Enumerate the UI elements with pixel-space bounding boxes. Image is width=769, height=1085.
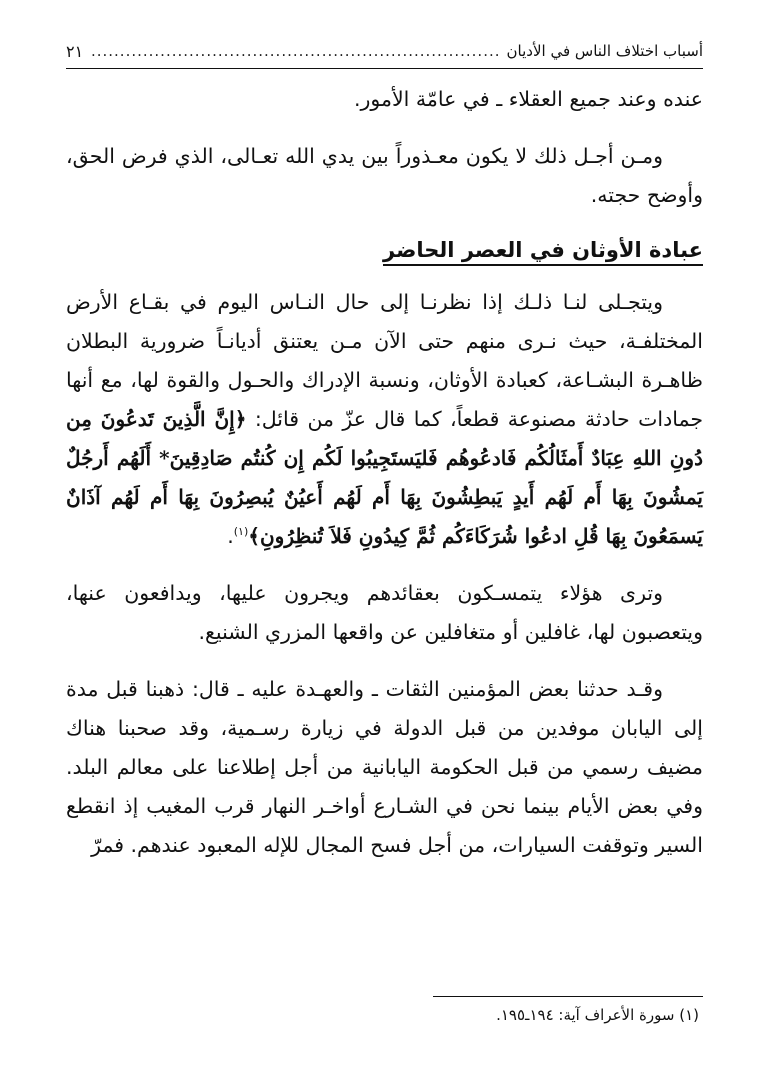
- header-rule: [66, 68, 703, 69]
- paragraph-excuse: ومـن أجـل ذلك لا يكون معـذوراً بين يدي الله تعـالى، الذي فرض الحق، وأوضح حجته.: [66, 144, 703, 207]
- running-header: [66, 36, 703, 66]
- paragraph-end-mark: .: [227, 524, 234, 548]
- paragraph-idol-worship: [66, 283, 703, 556]
- paragraph-text: ويتجـلى لنـا ذلـك إذا نظرنـا إلى حال النـاس اليوم في بقـاع الأرض المختلفـة، حيث نـرى منهم حتى الآن مـن يعتنق أديانـاً ضرورية البطلان ظاهـرة البشـاعة، كعبادة الأوثان، ونسبة الإدراك والحـول والقوة لها، مع أنها جمادات حادثة مصنوعة قطعاً، كما قال عزّ من قائل:: [66, 290, 703, 431]
- paragraph-adherents: وترى هؤلاء يتمسـكون بعقائدهم ويجرون عليها، ويدافعون عنها، ويتعصبون لها، غافلين أو متغافلين عن واقعها المزري الشنيع.: [66, 581, 703, 644]
- section-heading: [66, 233, 703, 267]
- book-title: أسباب اختلاف الناس في الأديان: [506, 42, 703, 60]
- page-number: ٢١: [66, 41, 84, 61]
- header-dot-leader: [89, 42, 500, 60]
- paragraph-japan-story: وقـد حدثنا بعض المؤمنين الثقات ـ والعهـدة عليه ـ قال: ذهبنا قبل مدة إلى اليابان موفدين من قبل الدولة في زيارة رسـمية، وقد صحبنا هناك مضيف رسمي من قبل الحكومة اليابانية من أجل إطلاعنا على معالم البلد. وفي بعض الأيام بينما نحن في الشـارع أواخـر النهار قرب المغيب إذ انقطع السير وتوقفت السيارات، من أجل فسح المجال للإله المعبود عندهم. فمرّ: [66, 677, 703, 857]
- section-heading-text: عبادة الأوثان في العصر الحاضر: [383, 238, 703, 266]
- footnote: (١) سورة الأعراف آية: ١٩٤ـ١٩٥.: [496, 1006, 699, 1024]
- footnote-rule: [433, 996, 703, 997]
- paragraph-continuation: عنده وعند جميع العقلاء ـ في عامّة الأمور.: [353, 87, 703, 111]
- footnote-marker: (١): [233, 525, 249, 539]
- page-body: [66, 80, 703, 883]
- quran-verse: ﴿إِنَّ الَّذِينَ تَدعُونَ مِن دُونِ اللهِ عِبَادٌ أَمثَالُكُم فَادعُوهُم فَليَستَجِيبُوا لَكُم إِن كُنتُم صَادِقِينَ* أَلَهُم أَرجُلٌ يَمشُونَ بِهَا أَم لَهُم أَيدٍ يَبطِشُونَ بِهَا أَم لَهُم أَعيُنٌ يُبصِرُونَ بِهَا أَم لَهُم آذَانٌ يَسمَعُونَ بِهَا قُلِ ادعُوا شُرَكَاءَكُم ثُمَّ كِيدُونِ فَلاَ تُنظِرُونِ﴾: [66, 407, 704, 548]
